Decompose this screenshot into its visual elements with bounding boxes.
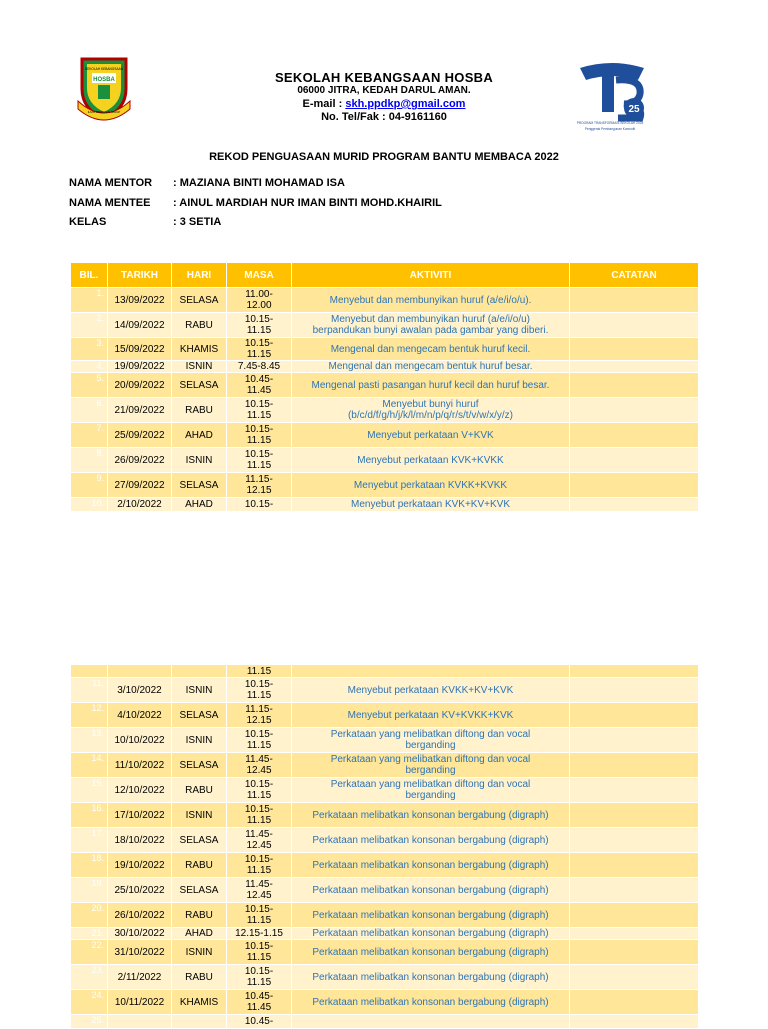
cell-tarikh: 11/10/2022 (108, 753, 172, 778)
cell-hari: SELASA (172, 373, 227, 398)
cell-hari: RABU (172, 853, 227, 878)
table-row (71, 728, 699, 753)
cell-hari: AHAD (172, 423, 227, 448)
cell-masa: 10.45- 11.45 (227, 990, 292, 1015)
cell-tarikh: 10/10/2022 (108, 728, 172, 753)
cell-aktiviti: Mengenal pasti pasangan huruf kecil dan huruf besar. (292, 373, 570, 398)
table-row (71, 373, 699, 398)
cell-aktiviti: Menyebut dan membunyikan huruf (a/e/i/o/u). (292, 288, 570, 313)
cell-hari (172, 1015, 227, 1029)
cell-catatan (570, 288, 699, 313)
table-row (71, 828, 699, 853)
cell-bil: 25. (71, 1015, 108, 1029)
table-row (71, 878, 699, 903)
crest-text-top: SEKOLAH KEBANGSAAN (85, 67, 123, 71)
cell-bil: 22. (71, 940, 108, 965)
header-hari: HARI (172, 263, 227, 288)
cell-catatan (570, 828, 699, 853)
table-row (71, 803, 699, 828)
table-row (71, 778, 699, 803)
mentor-label: NAMA MENTOR (69, 177, 153, 189)
cell-catatan (570, 665, 699, 678)
cell-hari: ISNIN (172, 728, 227, 753)
cell-hari: KHAMIS (172, 338, 227, 361)
cell-bil: 19. (71, 878, 108, 903)
table-row (71, 448, 699, 473)
cell-catatan (570, 498, 699, 512)
cell-masa: 10.15- 11.15 (227, 423, 292, 448)
cell-bil: 10. (71, 498, 108, 512)
table-row (71, 288, 699, 313)
cell-bil: 14. (71, 753, 108, 778)
cell-catatan (570, 678, 699, 703)
school-phone: No. Tel/Fak : 04-9161160 (321, 111, 447, 123)
cell-catatan (570, 398, 699, 423)
cell-aktiviti: Perkataan melibatkan konsonan bergabung (digraph) (292, 928, 570, 940)
cell-catatan (570, 703, 699, 728)
cell-bil: 6. (71, 398, 108, 423)
cell-tarikh: 17/10/2022 (108, 803, 172, 828)
cell-hari: RABU (172, 398, 227, 423)
ts25-tagline: Penggerak Pembangunan Komuniti (584, 127, 636, 131)
cell-catatan (570, 965, 699, 990)
cell-tarikh: 19/09/2022 (108, 361, 172, 373)
table-row (71, 853, 699, 878)
cell-tarikh: 2/10/2022 (108, 498, 172, 512)
mentor-value: : MAZIANA BINTI MOHAMAD ISA (173, 177, 345, 189)
cell-hari: SELASA (172, 288, 227, 313)
cell-masa: 10.45- 11.45 (227, 373, 292, 398)
cell-aktiviti: Perkataan melibatkan konsonan bergabung (digraph) (292, 903, 570, 928)
cell-bil: 4. (71, 361, 108, 373)
cell-aktiviti: Menyebut perkataan KV+KVKK+KVK (292, 703, 570, 728)
cell-aktiviti: Perkataan melibatkan konsonan bergabung (digraph) (292, 828, 570, 853)
cell-tarikh: 2/11/2022 (108, 965, 172, 990)
record-table-page1 (70, 262, 699, 512)
cell-catatan (570, 878, 699, 903)
cell-masa: 12.15-1.15 (227, 928, 292, 940)
cell-hari: AHAD (172, 928, 227, 940)
cell-catatan (570, 903, 699, 928)
cell-hari: SELASA (172, 703, 227, 728)
cell-tarikh: 12/10/2022 (108, 778, 172, 803)
cell-catatan (570, 338, 699, 361)
cell-hari: SELASA (172, 828, 227, 853)
cell-masa: 11.45- 12.45 (227, 753, 292, 778)
cell-aktiviti: Perkataan melibatkan konsonan bergabung (digraph) (292, 990, 570, 1015)
cell-catatan (570, 373, 699, 398)
cell-hari: SELASA (172, 753, 227, 778)
cell-bil: 24. (71, 990, 108, 1015)
cell-masa: 10.15- (227, 498, 292, 512)
cell-masa: 11.45- 12.45 (227, 878, 292, 903)
document-title: REKOD PENGUASAAN MURID PROGRAM BANTU MEMBACA 2022 (209, 151, 559, 163)
cell-aktiviti: Menyebut perkataan V+KVK (292, 423, 570, 448)
table-row (71, 940, 699, 965)
table-row (71, 423, 699, 448)
ts25-logo (572, 60, 652, 132)
cell-catatan (570, 313, 699, 338)
cell-hari (172, 665, 227, 678)
cell-aktiviti: Perkataan yang melibatkan diftong dan vocal berganding (292, 778, 570, 803)
cell-aktiviti: Perkataan yang melibatkan diftong dan vocal berganding (292, 728, 570, 753)
table-row (71, 1015, 699, 1029)
table-row (71, 678, 699, 703)
cell-tarikh: 31/10/2022 (108, 940, 172, 965)
cell-tarikh: 20/09/2022 (108, 373, 172, 398)
table-row (71, 990, 699, 1015)
cell-aktiviti: Perkataan melibatkan konsonan bergabung (digraph) (292, 803, 570, 828)
cell-masa: 11.00- 12.00 (227, 288, 292, 313)
cell-tarikh: 25/10/2022 (108, 878, 172, 903)
cell-masa: 10.15- 11.15 (227, 448, 292, 473)
cell-bil: 7. (71, 423, 108, 448)
cell-tarikh (108, 1015, 172, 1029)
cell-bil: 2. (71, 313, 108, 338)
cell-aktiviti: Menyebut perkataan KVKK+KVKK (292, 473, 570, 498)
class-value: : 3 SETIA (173, 216, 222, 228)
email-link[interactable]: skh.ppdkp@gmail.com (345, 98, 466, 110)
table-row (71, 361, 699, 373)
table-row (71, 313, 699, 338)
table-row (71, 338, 699, 361)
class-label: KELAS (69, 216, 107, 228)
cell-tarikh: 4/10/2022 (108, 703, 172, 728)
cell-aktiviti: Menyebut perkataan KVKK+KV+KVK (292, 678, 570, 703)
cell-masa: 10.15- 11.15 (227, 853, 292, 878)
table-row (71, 398, 699, 423)
cell-masa: 10.15- 11.15 (227, 903, 292, 928)
cell-bil: 17. (71, 828, 108, 853)
cell-catatan (570, 753, 699, 778)
table-row (71, 473, 699, 498)
crest-text-name: HOSBA (93, 77, 115, 83)
cell-masa: 11.15 (227, 665, 292, 678)
cell-tarikh: 19/10/2022 (108, 853, 172, 878)
cell-hari: RABU (172, 965, 227, 990)
cell-catatan (570, 423, 699, 448)
cell-masa: 10.15- 11.15 (227, 778, 292, 803)
cell-aktiviti (292, 1015, 570, 1029)
cell-catatan (570, 778, 699, 803)
header-aktiviti: AKTIVITI (292, 263, 570, 288)
email-label: E-mail : (302, 98, 343, 110)
cell-masa: 10.15- 11.15 (227, 728, 292, 753)
cell-tarikh: 27/09/2022 (108, 473, 172, 498)
cell-bil: 13. (71, 728, 108, 753)
table-row-continuation (71, 665, 699, 678)
table-row (71, 965, 699, 990)
cell-hari: SELASA (172, 878, 227, 903)
table-row (71, 903, 699, 928)
cell-aktiviti: Menyebut dan membunyikan huruf (a/e/i/o/u) berpandukan bunyi awalan pada gambar yang diberi. (292, 313, 570, 338)
cell-aktiviti (292, 665, 570, 678)
cell-tarikh: 13/09/2022 (108, 288, 172, 313)
cell-masa: 11.15- 12.15 (227, 703, 292, 728)
cell-aktiviti: Perkataan yang melibatkan diftong dan vocal berganding (292, 753, 570, 778)
cell-tarikh: 26/09/2022 (108, 448, 172, 473)
cell-catatan (570, 728, 699, 753)
table-row (71, 928, 699, 940)
cell-masa: 10.15- 11.15 (227, 398, 292, 423)
cell-catatan (570, 940, 699, 965)
school-name: SEKOLAH KEBANGSAAN HOSBA (274, 70, 494, 85)
cell-bil (71, 665, 108, 678)
cell-masa: 10.15- 11.15 (227, 940, 292, 965)
cell-hari: RABU (172, 903, 227, 928)
cell-catatan (570, 473, 699, 498)
cell-tarikh: 25/09/2022 (108, 423, 172, 448)
cell-tarikh: 26/10/2022 (108, 903, 172, 928)
cell-catatan (570, 1015, 699, 1029)
cell-bil: 15. (71, 778, 108, 803)
mentee-label: NAMA MENTEE (69, 197, 151, 209)
cell-aktiviti: Menyebut perkataan KVK+KV+KVK (292, 498, 570, 512)
cell-hari: RABU (172, 778, 227, 803)
cell-hari: ISNIN (172, 940, 227, 965)
cell-aktiviti: Mengenal dan mengecam bentuk huruf kecil. (292, 338, 570, 361)
cell-bil: 18. (71, 853, 108, 878)
cell-catatan (570, 803, 699, 828)
cell-tarikh (108, 665, 172, 678)
table-row (71, 703, 699, 728)
cell-hari: ISNIN (172, 448, 227, 473)
cell-masa: 11.45- 12.45 (227, 828, 292, 853)
record-table-page2 (70, 664, 699, 1029)
school-email-line (0, 98, 768, 110)
cell-tarikh: 30/10/2022 (108, 928, 172, 940)
cell-aktiviti: Menyebut bunyi huruf (b/c/d/f/g/h/j/k/l/m/n/p/q/r/s/t/v/w/x/y/z) (292, 398, 570, 423)
cell-bil: 21. (71, 928, 108, 940)
cell-aktiviti: Mengenal dan mengecam bentuk huruf besar. (292, 361, 570, 373)
cell-hari: SELASA (172, 473, 227, 498)
cell-hari: ISNIN (172, 678, 227, 703)
cell-masa: 10.15- 11.15 (227, 678, 292, 703)
header-tarikh: TARIKH (108, 263, 172, 288)
cell-masa: 10.15- 11.15 (227, 313, 292, 338)
table-header-row (71, 263, 699, 288)
cell-bil: 11. (71, 678, 108, 703)
table-row (71, 498, 699, 512)
cell-hari: ISNIN (172, 361, 227, 373)
ts25-caption: PROGRAM TRANSFORMASI SEKOLAH 2025 (576, 121, 644, 125)
table-row (71, 753, 699, 778)
cell-bil: 5. (71, 373, 108, 398)
ts25-number: 25 (628, 104, 640, 115)
cell-masa: 10.15- 11.15 (227, 338, 292, 361)
cell-tarikh: 15/09/2022 (108, 338, 172, 361)
cell-aktiviti: Perkataan melibatkan konsonan bergabung (digraph) (292, 940, 570, 965)
cell-bil: 3. (71, 338, 108, 361)
cell-catatan (570, 853, 699, 878)
cell-masa: 10.45- (227, 1015, 292, 1029)
cell-masa: 11.15- 12.15 (227, 473, 292, 498)
cell-catatan (570, 448, 699, 473)
cell-masa: 7.45-8.45 (227, 361, 292, 373)
cell-catatan (570, 990, 699, 1015)
cell-tarikh: 14/09/2022 (108, 313, 172, 338)
cell-bil: 1. (71, 288, 108, 313)
cell-aktiviti: Perkataan melibatkan konsonan bergabung (digraph) (292, 965, 570, 990)
cell-hari: KHAMIS (172, 990, 227, 1015)
cell-catatan (570, 928, 699, 940)
header-masa: MASA (227, 263, 292, 288)
cell-aktiviti: Perkataan melibatkan konsonan bergabung (digraph) (292, 878, 570, 903)
cell-hari: AHAD (172, 498, 227, 512)
cell-tarikh: 10/11/2022 (108, 990, 172, 1015)
cell-tarikh: 21/09/2022 (108, 398, 172, 423)
cell-aktiviti: Menyebut perkataan KVK+KVKK (292, 448, 570, 473)
cell-bil: 16. (71, 803, 108, 828)
crest-motto: ILMU PANDUAN HIDUP (87, 110, 121, 114)
cell-bil: 12. (71, 703, 108, 728)
cell-catatan (570, 361, 699, 373)
cell-bil: 9. (71, 473, 108, 498)
cell-bil: 20. (71, 903, 108, 928)
cell-tarikh: 3/10/2022 (108, 678, 172, 703)
cell-masa: 10.15- 11.15 (227, 965, 292, 990)
header-catatan: CATATAN (570, 263, 699, 288)
mentee-value: : AINUL MARDIAH NUR IMAN BINTI MOHD.KHAIRIL (173, 197, 442, 209)
cell-masa: 10.15- 11.15 (227, 803, 292, 828)
cell-bil: 8. (71, 448, 108, 473)
school-address: 06000 JITRA, KEDAH DARUL AMAN. (297, 85, 471, 96)
cell-hari: ISNIN (172, 803, 227, 828)
cell-aktiviti: Perkataan melibatkan konsonan bergabung (digraph) (292, 853, 570, 878)
cell-bil: 23. (71, 965, 108, 990)
cell-hari: RABU (172, 313, 227, 338)
header-bil: BIL. (71, 263, 108, 288)
cell-tarikh: 18/10/2022 (108, 828, 172, 853)
